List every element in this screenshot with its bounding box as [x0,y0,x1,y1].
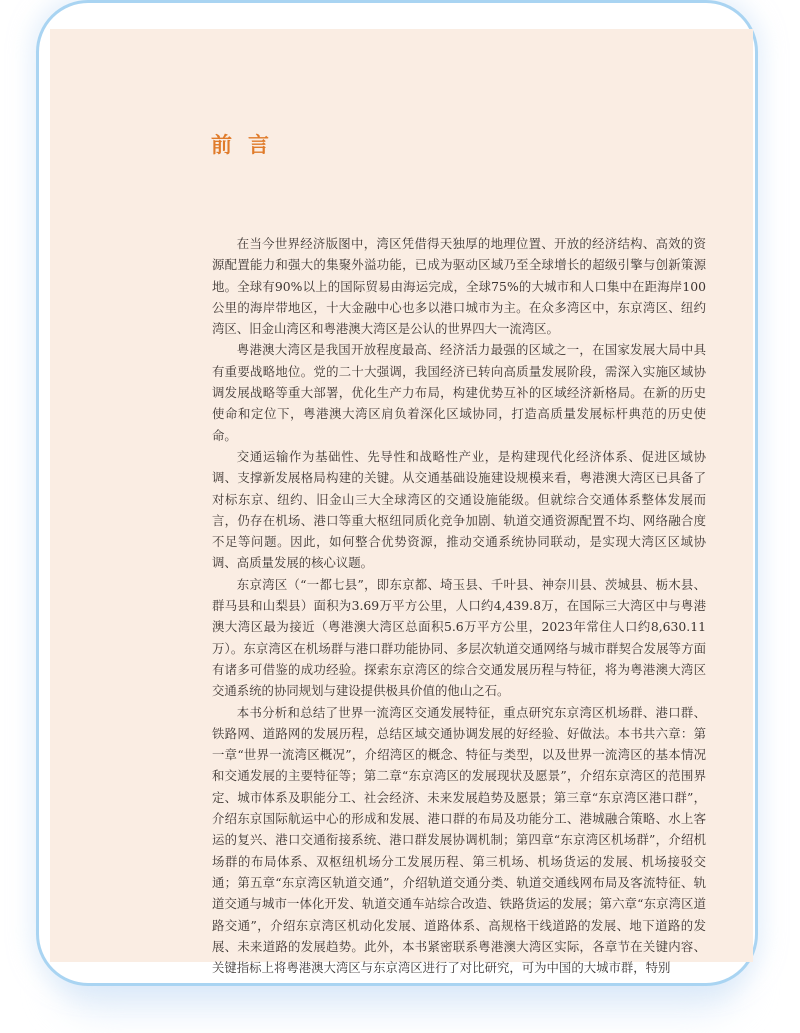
paragraph: 东京湾区（“一都七县”，即东京都、埼玉县、千叶县、神奈川县、茨城县、栃木县、群马县和山梨县）面积为3.69万平方公里，人口约4,439.8万，在国际三大湾区中与粤港澳大湾区最为接近（粤港澳大湾区总面积5.6万平方公里，2023年常住人口约8,630.11万）。东京湾区在机场群与港口群功能协同、多层次轨道交通网络与城市群契合发展等方面有诸多可借鉴的成功经验。探索东京湾区的综合交通发展历程与特征，将为粤港澳大湾区交通系统的协同规划与建设提供极具价值的他山之石。 [212,576,706,699]
paragraph: 本书分析和总结了世界一流湾区交通发展特征，重点研究东京湾区机场群、港口群、铁路网、道路网的发展历程，总结区域交通协调发展的好经验、好做法。本书共六章：第一章“世界一流湾区概况”，介绍湾区的概念、特征与类型，以及世界一流湾区的基本情况和交通发展的主要特征等；第二章“东京湾区的发展现状及愿景”，介绍东京湾区的范围界定、城市体系及职能分工、社会经济、未来发展趋势及愿景；第三章“东京湾区港口群”，介绍东京国际航运中心的形成和发展、港口群的布局及功能分工、港城融合策略、水上客运的复兴、港口交通衔接系统、港口群发展协调机制；第四章“东京湾区机场群”，介绍机场群的布局体系、双枢纽机场分工发展历程、第三机场、机场货运的发展、机场接驳交通；第五章“东京湾区轨道交通”，介绍轨道交通分类、轨道交通线网布局及客流特征、轨道交通与城市一体化开发、轨道交通车站综合改造、铁路货运的发展；第六章“东京湾区道路交通”，介绍东京湾区机动化发展、道路体系、高规格干线道路的发展、地下道路的发展、未来道路的发展趋势。此外，本书紧密联系粤港澳大湾区实际，各章节在关键内容、关键指标上将粤港澳大湾区与东京湾区进行了对比研究，可为中国的大城市群，特别 [212,704,706,976]
preface-body [212,233,706,978]
paragraph: 粤港澳大湾区是我国开放程度最高、经济活力最强的区域之一，在国家发展大局中具有重要战略地位。党的二十大强调，我国经济已转向高质量发展阶段，需深入实施区域协调发展战略等重大部署，优化生产力布局，构建优势互补的区域经济新格局。在新的历史使命和定位下，粤港澳大湾区肩负着深化区域协同，打造高质量发展标杆典范的历史使命。 [212,342,706,443]
page-title: 前言 [211,133,285,157]
paragraph: 交通运输作为基础性、先导性和战略性产业，是构建现代化经济体系、促进区域协调、支撑新发展格局构建的关键。从交通基础设施建设规模来看，粤港澳大湾区已具备了对标东京、纽约、旧金山三大全球湾区的交通设施能级。但就综合交通体系整体发展而言，仍存在机场、港口等重大枢纽同质化竞争加剧、轨道交通资源配置不均、网络融合度不足等问题。因此，如何整合优势资源，推动交通系统协同联动，是实现大湾区区域协调、高质量发展的核心议题。 [212,448,706,571]
paragraph: 在当今世界经济版图中，湾区凭借得天独厚的地理位置、开放的经济结构、高效的资源配置能力和强大的集聚外溢功能，已成为驱动区域乃至全球增长的超级引擎与创新策源地。全球有90%以上的国际贸易由海运完成，全球75%的大城市和人口集中在距海岸100公里的海岸带地区，十大金融中心也多以港口城市为主。在众多湾区中，东京湾区、纽约湾区、旧金山湾区和粤港澳大湾区是公认的世界四大一流湾区。 [212,236,706,337]
